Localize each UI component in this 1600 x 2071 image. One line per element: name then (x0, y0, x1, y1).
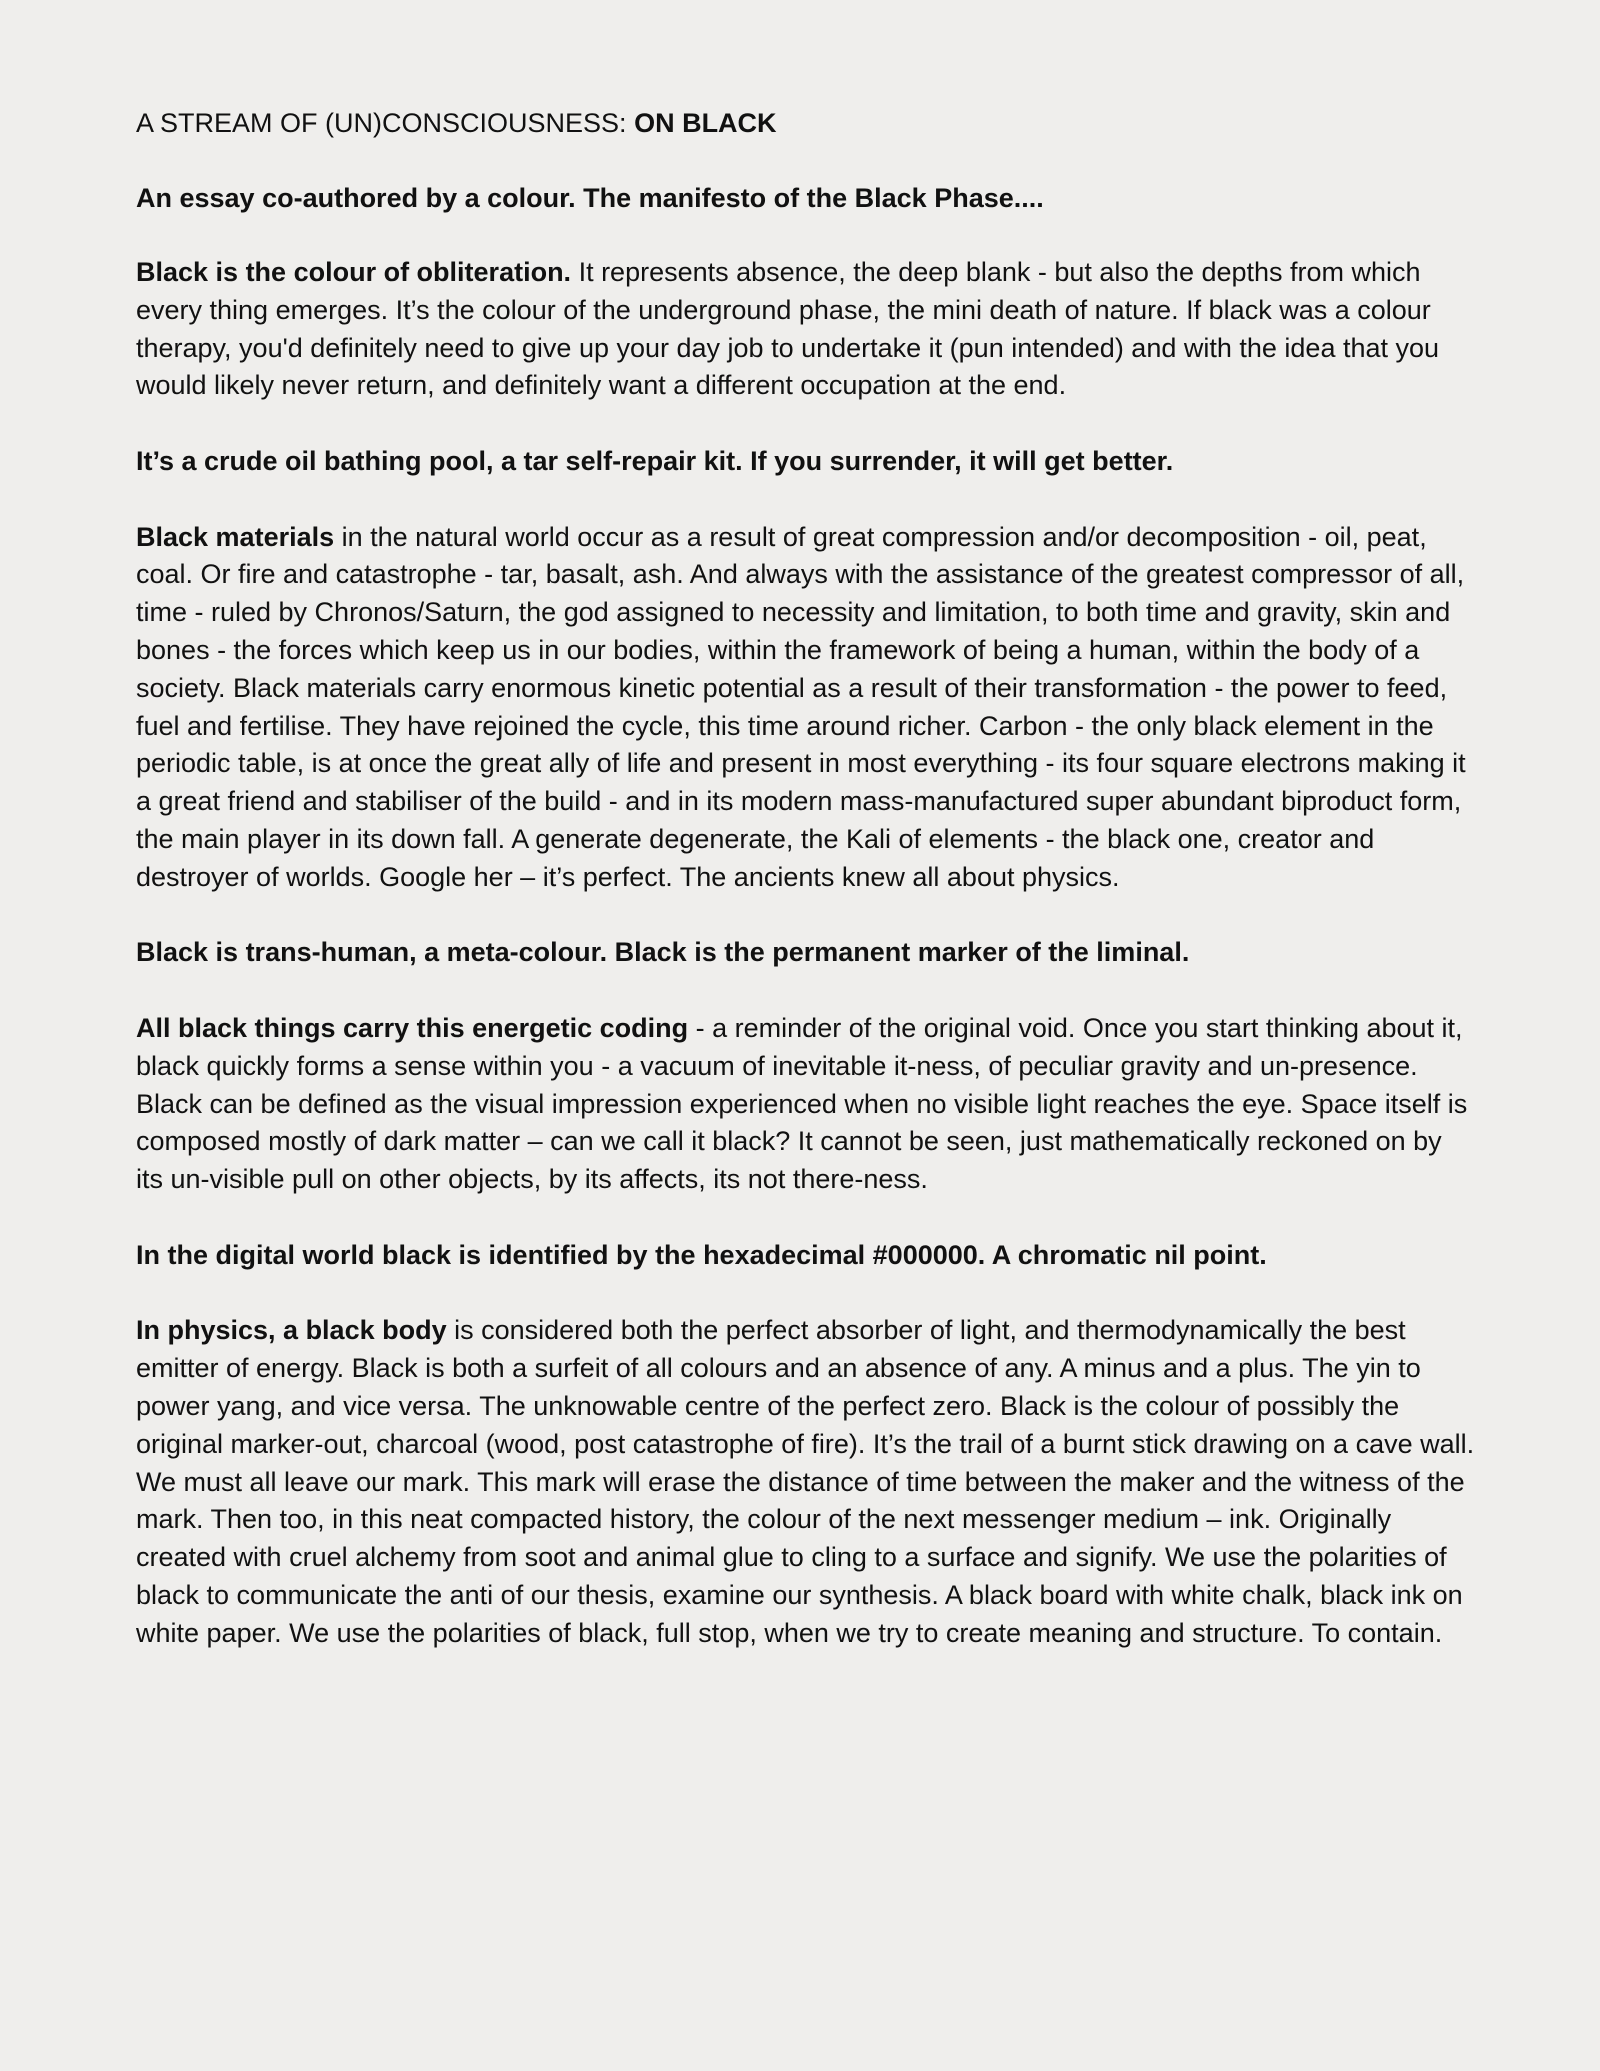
paragraph-energetic-coding (136, 1010, 1476, 1199)
paragraph-crude-oil: It’s a crude oil bathing pool, a tar self-repair kit. If you surrender, it will get better. (136, 445, 1174, 476)
essay-title (136, 104, 1476, 142)
paragraph-digital-world: In the digital world black is identified by the hexadecimal #000000. A chromatic nil point. (136, 1239, 1267, 1270)
paragraph-lead: All black things carry this energetic coding (136, 1012, 689, 1043)
paragraph-black-body (136, 1312, 1476, 1652)
paragraph-body: in the natural world occur as a result of great compression and/or decomposition - oil, peat, coal. Or fire and catastrophe - tar, basalt, ash. And always with the assistance of the greatest compressor of all, time - ruled by Chronos/Saturn, the god assigned to necessity and limitation, to both time and gravity, skin and bones - the forces which keep us in our bodies, within the framework of being a human, within the body of a society. Black materials carry enormous kinetic potential as a result of their transformation - the power to feed, fuel and fertilise. They have rejoined the cycle, this time around richer. Carbon - the only black element in the periodic table, is at once the great ally of life and present in most everything - its four square electrons making it a great friend and stabiliser of the build - and in its modern mass-manufactured super abundant biproduct form, the main player in its down fall. A generate degenerate, the Kali of elements - the black one, creator and destroyer of worlds. Google her – it’s perfect. The ancients knew all about physics. (136, 521, 1466, 892)
paragraph-body: - a reminder of the original void. Once you start thinking about it, black quickly forms a sense within you - a vacuum of inevitable it-ness, of peculiar gravity and un-presence. Black can be defined as the visual impression experienced when no visible light reaches the eye. Space itself is composed mostly of dark matter – can we call it black? It cannot be seen, just mathematically reckoned on by its un-visible pull on other objects, by its affects, its not there-ness. (136, 1012, 1468, 1195)
paragraph-lead: In physics, a black body (136, 1315, 447, 1346)
essay-page (136, 104, 1476, 1690)
paragraph-body: It represents absence, the deep blank - but also the depths from which every thing emerges. It’s the colour of the underground phase, the mini death of nature. If black was a colour therapy, you'd definitely need to give up your day job to undertake it (pun intended) and with the idea that you would likely never return, and definitely want a different occupation at the end. (136, 257, 1440, 401)
paragraph-black-materials (136, 519, 1476, 897)
paragraph-trans-human: Black is trans-human, a meta-colour. Black is the permanent marker of the liminal. (136, 937, 1190, 968)
paragraph-lead: Black is the colour of obliteration. (136, 257, 572, 287)
essay-subtitle: An essay co-authored by a colour. The manifesto of the Black Phase.... (136, 183, 1044, 213)
paragraph-obliteration (136, 254, 1476, 405)
title-bold: ON BLACK (634, 108, 777, 138)
paragraph-lead: Black materials (136, 521, 335, 552)
title-prefix: A STREAM OF (UN)CONSCIOUSNESS: (136, 108, 635, 138)
paragraph-body: is considered both the perfect absorber of light, and thermodynamically the best emitter of energy. Black is both a surfeit of all colours and an absence of any. A minus and a plus. The yin to power yang, and vice versa. The unknowable centre of the perfect zero. Black is the colour of possibly the original marker-out, charcoal (wood, post catastrophe of fire). It’s the trail of a burnt stick drawing on a cave wall. We must all leave our mark. This mark will erase the distance of time between the maker and the witness of the mark. Then too, in this neat compacted history, the colour of the next messenger medium – ink. Originally created with cruel alchemy from soot and animal glue to cling to a surface and signify. We use the polarities of black to communicate the anti of our thesis, examine our synthesis. A black board with white chalk, black ink on white paper. We use the polarities of black, full stop, when we try to create meaning and structure. To contain. (136, 1315, 1475, 1648)
